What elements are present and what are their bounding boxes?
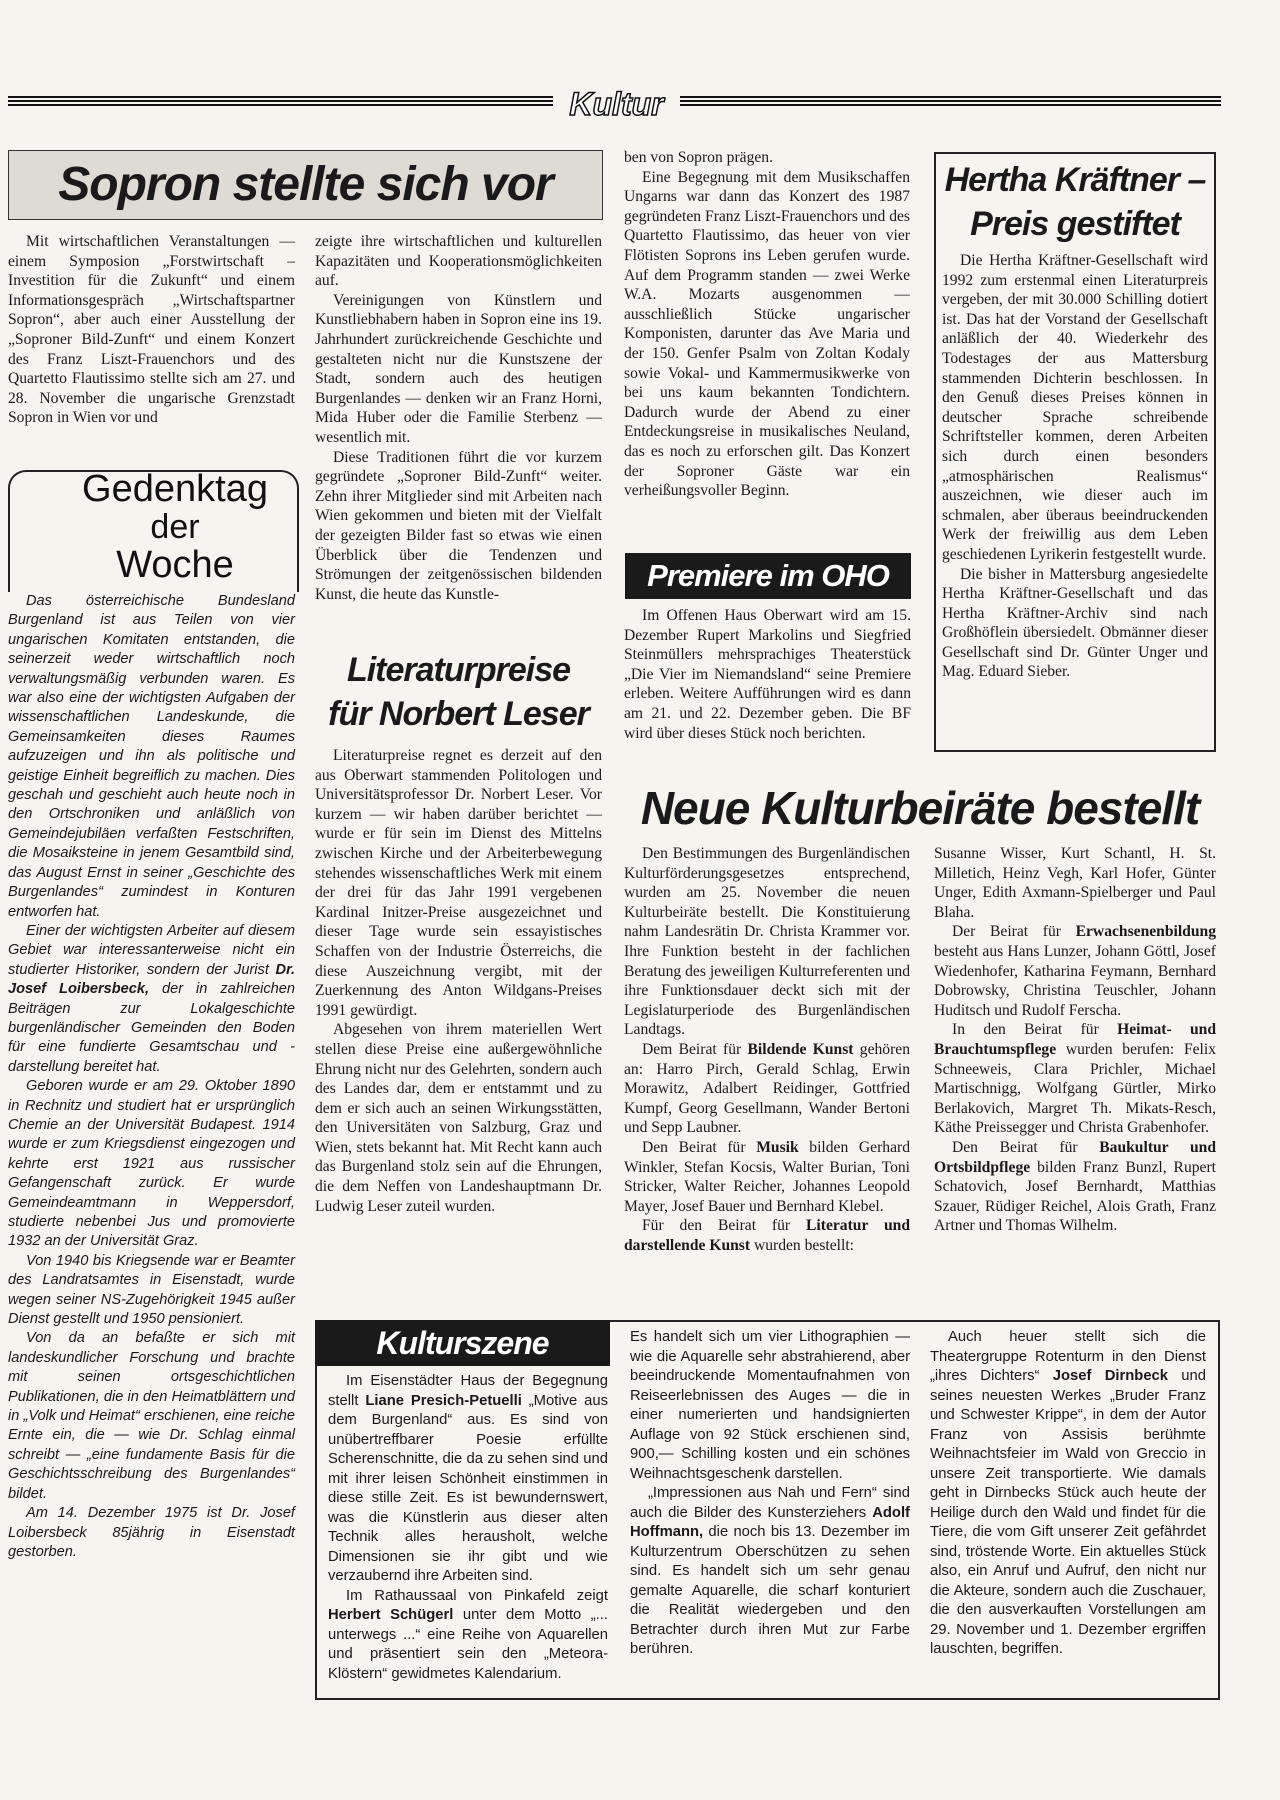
literatur-title-line2: für Norbert Leser [328,695,589,733]
text-run: Der Beirat für [952,923,1076,941]
gedenktag-body [8,592,295,1562]
gedenktag-para: Geboren wurde er am 29. Oktober 1890 in Rechnitz und studiert hat er ursprünglich Chemie an der Universität Budapest. 1914 wurde er zum Kriegsdienst eingezogen und kehrte erst 1921 aus russischer Gefangenschaft zurück. Er wurde Gemeindeamtmann in Weppersdorf, studierte nebenbei Jus und promovierte 1932 an der Universität Graz. [8,1078,295,1250]
hertha-para: Die bisher in Mattersburg angesiedelte Hertha Kräftner-Gesellschaft und das Hertha Kräftner-Archiv sind nach Großhöflein übersiedelt. Obmänner dieser Gesellschaft sind Dr. Günter Unger und Mag. Eduard Sieber. [942,565,1208,681]
premiere-body [624,606,911,743]
text-run: und seines neuesten Werkes „Bruder Franz und Schwester Krippe“, in dem der Autor Franz von Assisis berühmte Weihnachtsfeier im Wald von Greccio in unsere Zeit transportierte. Wie damals geht in Dirnbecks Stück auch heute der Heilige durch den Wald und findet für die Tiere, die vom Gift unserer Zeit gefährdet sind, tröstende Worte. Ein aktuelles Stück also, ein Anruf und Aufruf, den nicht nur die Akteure, sondern auch die Zuschauer, die den ausverkauften Vorstellungen am 29. November und 1. Dezember ergriffen lauschten, begriffen. [930,1368,1206,1657]
person-name: Dr. Josef Loibersbeck, [8,961,295,998]
literatur-title-line1: Literaturpreise [346,651,571,689]
text-run: Einer der wichtigsten Arbeiter auf diesem Gebiet war interessanterweise nicht ein studierter Historiker, sondern der Jurist [8,922,295,978]
text-run: Für den Beirat für [642,1217,807,1235]
beiraete-para [934,1020,1216,1138]
beiraete-para [624,1138,910,1216]
beiraete-para: Susanne Wisser, Kurt Schantl, H. St. Milletich, Heinz Vegh, Karl Hofer, Günter Unger, Edith Axmann-Spielberger und Paul Blaha. [934,845,1216,921]
sopron-col2 [315,232,602,604]
section-logo: Kultur [569,86,664,122]
beiraete-title: Neue Kulturbeiräte bestellt [640,782,1200,834]
literatur-heading [315,648,602,736]
masthead-rule-right [680,96,1221,106]
sopron-col3 [624,148,910,501]
beirat-name: Heimat- und Brauchtumspflege [934,1021,1216,1058]
literatur-body [315,746,602,1216]
text-run: wurden bestellt: [750,1236,854,1254]
artist-name: Liane Presich-Petuelli [365,1392,522,1409]
text-run: bilden Franz Bunzl, Rupert Schatovich, Josef Bernhardt, Matthias Szauer, Rüdiger Reichel, Alois Grath, Franz Artner und Thomas Wilhelm. [934,1158,1216,1235]
text-run: bilden Gerhard Winkler, Stefan Kocsis, Walter Burian, Toni Stricker, Walter Reicher, Johannes Leopold Mayer, Josef Bauer und Bernhard Klebel. [624,1138,910,1215]
sopron-para: zeigte ihre wirtschaftlichen und kulturellen Kapazitäten und Kooperationsmöglichkeiten auf. [315,233,602,290]
kulturszene-title: Kulturszene [376,1325,549,1361]
text-run: Dem Beirat für [642,1040,748,1058]
sopron-col1 [8,232,295,428]
sopron-title: Sopron stellte sich vor [58,158,553,211]
sopron-para: ben von Sopron prägen. [624,149,773,166]
masthead-rule-left [8,96,553,106]
beiraete-para [934,922,1216,1020]
gedenktag-para: Von da an befaßte er sich mit landeskundlicher Forschung und brachte mit seinen ortsgeschichtlichen Publikationen, die in den Heimatblättern und in „Volk und Heimat“ erschienen, eine reiche Ernte ein, die — wie Dr. Schlag einmal schreibt — „eine fundamente Basis für die Geschichtsschreibung des Burgenlandes“ bildet. [8,1330,295,1502]
hertha-para: Die Hertha Kräftner-Gesellschaft wird 1992 zum erstenmal einen Literaturpreis vergeben, der mit 30.000 Schilling dotiert ist. Das hat der Vorstand der Gesellschaft anläßlich der 40. Wiederkehr des Todestages der aus Mattersburg stammenden Dichterin beschlossen. In den Genuß dieses Preises können in deutscher Sprache schreibende Schriftsteller kommen, deren Arbeiten sich durch einen besonders „atmosphärischen Realismus“ auszeichnen, wie dieser auch im schmalen, aber überaus beeindruckenden Werk der freiwillig aus dem Leben geschiedenen Lyrikerin festgestellt wurde. [942,252,1208,563]
text-run: unter dem Motto „... unterwegs ...“ eine Reihe von Aquarellen und präsentiert sein den „Meteora-Klöstern“ gewidmetes Kalendarium. [328,1607,608,1682]
text-run: besteht aus Hans Lunzer, Johann Göttl, Josef Wiedenhofer, Katharina Feymann, Bernhard Dobrowsky, Christina Teuschler, Johann Huditsch und Rudolf Ferscha. [934,942,1216,1019]
gedenktag-heading [60,468,290,586]
beirat-name: Literatur und darstellende Kunst [624,1217,910,1254]
hertha-body [942,251,1208,682]
kulturszene-para: Es handelt sich um vier Lithographien — wie die Aquarelle sehr abstrahierend, aber beeindruckende Momentaufnahmen von Reiseerlebnissen des Auges — die in einer numerierten und handsignierten Auflage von 92 Stück erschienen sind, 900,— Schilling kosten und ein schönes Weihnachtsgeschenk darstellen. [630,1329,910,1482]
kulturszene-col3 [930,1328,1206,1660]
beiraete-para: Den Bestimmungen des Burgenländischen Kulturförderungsgesetzes entsprechend, wurden am 25. November die neuen Kulturbeiräte bestellt. Die Konstituierung nahm Landesrätin Dr. Christa Krammer vor. Ihre Funktion besteht in der fachlichen Beratung des jeweiligen Kulturreferenten und ihre Funktionsdauer deckt sich mit der Legislaturperiode des Burgenländischen Landtags. [624,845,910,1039]
sopron-para: Mit wirtschaftlichen Veranstaltungen — einem Symposion „Forstwirtschaft – Investition für die Zukunft“ und einem Informationsgespräch „Wirtschaftspartner Sopron“, aber auch einer Ausstellung der „Soproner Bild-Zunft“ und einem Konzert des Franz Liszt-Frauenchors und des Quartetto Flautissimo stellte sich am 27. und 28. November die ungarische Grenzstadt Sopron in Wien vor und [8,233,295,427]
text-run: Auch heuer stellt sich die Theatergruppe Rotenturm in den Dienst „ihres Dichters“ [930,1329,1206,1384]
kulturszene-para [930,1328,1206,1660]
kulturszene-col1 [328,1372,608,1684]
gedenktag-para [8,922,295,1077]
premiere-title: Premiere im OHO [647,558,889,593]
text-run: die noch bis 13. Dezember im Kulturzentrum Oberschützen zu sehen sind. Es handelt sich um sehr genau gemalte Aquarelle, die scharf konturiert die Realität wiedergeben und den Betrachter durch ihren Mut zur Farbe berühren. [630,1524,910,1657]
text-run: Im Rathaussaal von Pinkafeld zeigt [346,1587,608,1604]
literatur-para: Abgesehen von ihrem materiellen Wert stellen diese Preise eine außergewöhnliche Ehrung nicht nur des Gelehrten, sondern auch des Landes dar, dem er entstammt und zu dem er sich auch an seinen Wirkungsstätten, den Universitäten von Salzburg, Graz und Wien, stets bekannt hat. Mit Recht kann auch das Burgenland stolz sein auf die Ehrungen, die dem Neffen von Landeshauptmann Dr. Ludwig Leser zuteil wurden. [315,1021,602,1215]
hertha-title-line2: Preis gestiftet [970,205,1180,243]
hertha-title-line1: Hertha Kräftner – [944,161,1206,199]
literatur-para: Literaturpreise regnet es derzeit auf den aus Oberwart stammenden Politologen und Universitätsprofessor Dr. Norbert Leser. Vor kurzem — wir haben darüber berichtet — wurde er für sein im Dienst des Mittelns zwischen Kirche und der Arbeiterbewegung stehendes wissenschaftliches Werk mit einem der drei für das Jahr 1991 vergebenen Kardinal Initzer-Preise ausgezeichnet und dieser Tage wurde sein essayistisches Schaffen von der Industrie Österreichs, die diese Auszeichnung vergibt, mit der Zuerkennung des Anton Wildgans-Preises 1991 gewürdigt. [315,747,602,1019]
sopron-para: Vereinigungen von Künstlern und Kunstliebhabern haben in Sopron eine ins 19. Jahrhundert zurückreichende Geschichte und gestalteten nicht nur die Kunstszene der Stadt, sondern auch des heutigen Burgenlandes — denken wir an Franz Horni, Mida Huber oder die Familie Sterbenz — wesentlich mit. [315,291,602,446]
hertha-heading [942,158,1208,246]
kulturszene-headline-box [315,1320,610,1366]
beirat-name: Musik [756,1138,799,1156]
beirat-name: Bildende Kunst [747,1040,854,1058]
text-run: „Motive aus dem Burgenland“ aus. Es sind von unübertreffbarer Poesie erfüllte Scherenschnitte, die da zu sehen sind und mit ihrer leisen Schönheit einstimmen in diese stille Zeit. Es ist bewundernswert, was die Künstlerin aus dieser alten Technik alles herausholt, welche Dimensionen sie ihr gibt und wie verzaubernd ihre Arbeiten sind. [328,1392,609,1584]
beiraete-heading [620,780,1220,836]
gedenktag-title-line1: Gedenktag [82,468,268,510]
kulturszene-col2 [630,1328,910,1660]
author-name: Josef Dirnbeck [1052,1368,1169,1384]
kulturszene-para [328,1587,608,1685]
gedenktag-para: Das österreichische Bundesland Burgenland ist aus Teilen von vier ungarischen Komitaten entstanden, die seinerzeit weder wirtschaftlich noch verwaltungsmäßig verbunden waren. Es war also eine der wichtigsten Aufgaben der wissenschaftlichen Landeskunde, die Gemeinsamkeiten dieses Raumes aufzuzeigen und ihn als politische und geistige Einheit begreiflich zu machen. Dies geschah und geschieht auch heute noch in den Ortschroniken und anläßlich von Gemeindejubiläen verfaßten Festschriften, die Mosaiksteine in jenem Gesamtbild sind, das August Ernst in seiner „Geschichte des Burgenlandes“ zumindest in Konturen entworfen hat. [8,593,295,920]
gedenktag-para: Am 14. Dezember 1975 ist Dr. Josef Loibersbeck 85jährig in Eisenstadt gestorben. [8,1505,295,1560]
beiraete-para [934,1138,1216,1236]
text-run: Im Eisenstädter Haus der Begegnung stellt [328,1373,608,1409]
kulturszene-para [630,1484,910,1660]
text-run: „Impressionen aus Nah und Fern“ sind auch die Bilder des Kunsterziehers [630,1485,910,1521]
beiraete-para [624,1040,910,1138]
sopron-para: Diese Traditionen führt die vor kurzem gegründete „Soproner Bild-Zunft“ weiter. Zehn ihrer Mitglieder sind mit Arbeiten nach Wien gekommen und bieten mit der Vielfalt der gezeigten Bilder fast so etwas wie einen Überblick über die Tendenzen und Strömungen der zeitgenössischen bildenden Kunst, die heute das Kunstle- [315,448,602,603]
artist-name: Herbert Schügerl [328,1607,454,1623]
premiere-para: Im Offenen Haus Oberwart wird am 15. Dezember Rupert Markolins und Siegfried Steinmüllers mehrsprachiges Theaterstück „Die Vier im Niemandsland“ seine Premiere erleben. Weitere Aufführungen wird es dann am 21. und 22. Dezember geben. Die BF wird über dieses Stück noch berichten. [624,607,911,742]
sopron-headline-box [8,150,603,220]
kulturszene-para [328,1372,608,1587]
text-run: In den Beirat für [952,1021,1118,1039]
text-run: Den Beirat für [642,1138,757,1156]
premiere-headline-box [625,553,911,599]
text-run: der in zahlreichen Beiträgen zur Lokalgeschichte burgenländischer Gemeinden den Boden für eine fundierte Gesamtschau und -darstellung bereitet hat. [8,981,295,1075]
text-run: gehören an: Harro Pirch, Gerald Schlag, Erwin Morawitz, Adalbert Reidinger, Gottfried Kumpf, Georg Gesellmann, Wander Bertoni und Sepp Laubner. [624,1040,911,1137]
sopron-para: Eine Begegnung mit dem Musikschaffen Ungarns war dann das Konzert des 1987 gegründeten Franz Liszt-Frauenchors und des Quartetto Flautissimo, das heuer von vier Flötisten Soprons ins Leben gerufen wurde. Auf dem Programm standen — zwei Werke W.A. Mozarts ausgenommen — ausschließlich Stücke ungarischer Komponisten, darunter das Ave Maria und der 150. Genfer Psalm von Zoltan Kodaly sowie Vokal- und Kammermusikwerke von bei uns kaum bekannten Tondichtern. Dadurch wurde der Abend zu einer Entdeckungsreise in musikalisches Neuland, das es noch zu erforschen gilt. Das Konzert der Soproner Gäste war ein verheißungsvoller Beginn. [624,168,910,500]
text-run: Den Beirat für [952,1138,1100,1156]
artist-name: Adolf Hoffmann, [630,1504,910,1540]
beirat-name: Erwachsenenbildung [1075,923,1216,941]
gedenktag-title-line3: Woche [116,544,234,586]
beirat-name: Baukultur und Ortsbildpflege [934,1138,1216,1176]
beiraete-col2 [934,844,1216,1236]
text-run: wurden berufen: Felix Schneeweis, Clara Prichler, Michael Martischnigg, Wolfgang Gürtler, Mirko Berlakovich, Margret Th. Mikats-Resch, Käthe Preissegger und Christa Grabenhofer. [934,1040,1216,1137]
gedenktag-title-line2: der [150,508,200,546]
gedenktag-para: Von 1940 bis Kriegsende war er Beamter des Landratsamtes in Eisenstadt, wurde wegen seiner NS-Zugehörigkeit 1945 außer Dienst gestellt und 1950 pensioniert. [8,1252,295,1328]
beiraete-col1 [624,844,910,1255]
beiraete-para [624,1216,910,1255]
